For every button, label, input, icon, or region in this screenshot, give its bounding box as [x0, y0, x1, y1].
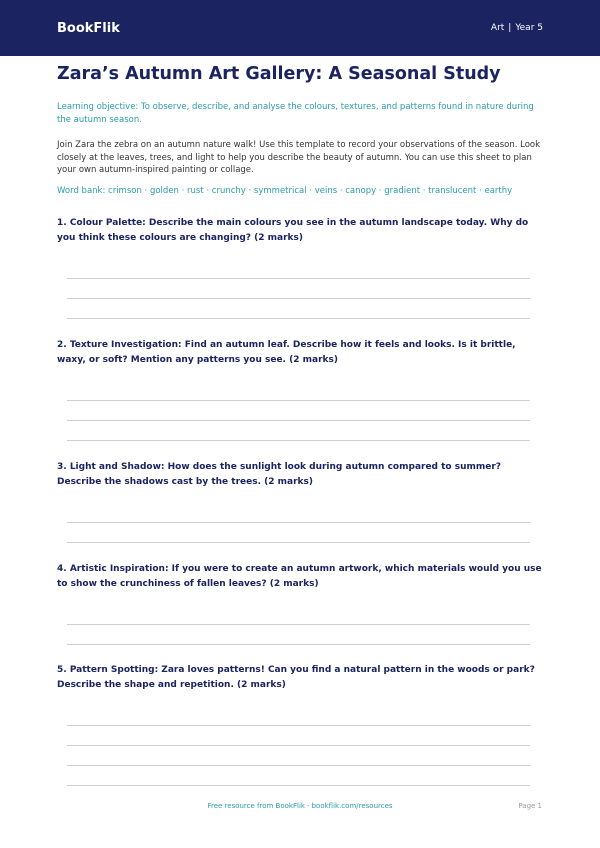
- subject-label: Art: [490, 23, 505, 33]
- brand-logo[interactable]: BookFlik: [57, 20, 120, 36]
- page-number: Page 1: [518, 802, 542, 810]
- page-footer: [0, 802, 600, 814]
- answer-line[interactable]: [67, 440, 530, 441]
- question-1: 1. Colour Palette: Describe the main colours you see in the autumn landscape today. Why do you think these colours are changing? (2 marks): [57, 218, 529, 243]
- year-label: Year 5: [515, 23, 543, 33]
- subject-year: [491, 23, 543, 33]
- answer-line[interactable]: [67, 400, 530, 401]
- answer-line[interactable]: [67, 765, 530, 766]
- footer-resource-link[interactable]: Free resource from BookFlik · bookflik.com/resources: [207, 802, 393, 810]
- answer-line[interactable]: [67, 278, 530, 279]
- answer-line[interactable]: [67, 745, 530, 746]
- answer-line[interactable]: [67, 298, 530, 299]
- word-bank: Word bank: crimson · golden · rust · crunchy · symmetrical · veins · canopy · gradient · translucent · earthy: [57, 186, 513, 196]
- separator: |: [508, 23, 512, 33]
- answer-line[interactable]: [67, 725, 530, 726]
- question-2: 2. Texture Investigation: Find an autumn leaf. Describe how it feels and looks. Is it brittle, waxy, or soft? Mention any patterns you see. (2 marks): [57, 340, 516, 365]
- page-title: Zara’s Autumn Art Gallery: A Seasonal Study: [57, 64, 501, 84]
- answer-line[interactable]: [67, 420, 530, 421]
- site-header: [0, 0, 600, 56]
- question-5: 5. Pattern Spotting: Zara loves patterns! Can you find a natural pattern in the woods or park? Describe the shape and repetition. (2 marks): [57, 665, 535, 690]
- learning-objective: Learning objective: To observe, describe, and analyse the colours, textures, and patterns found in nature during the autumn season.: [57, 102, 534, 125]
- intro-text: Join Zara the zebra on an autumn nature walk! Use this template to record your observations of the season. Look closely at the leaves, trees, and light to help you describe the beauty of autumn. You can use this sheet to plan your own autumn-inspired painting or collage.: [57, 140, 541, 175]
- answer-line[interactable]: [67, 624, 530, 625]
- answer-line[interactable]: [67, 542, 530, 543]
- answer-line[interactable]: [67, 644, 530, 645]
- answer-line[interactable]: [67, 522, 530, 523]
- question-3: 3. Light and Shadow: How does the sunlight look during autumn compared to summer? Describe the shadows cast by the trees. (2 marks): [57, 462, 502, 487]
- answer-line[interactable]: [67, 318, 530, 319]
- question-4: 4. Artistic Inspiration: If you were to create an autumn artwork, which materials would you use to show the crunchiness of fallen leaves? (2 marks): [57, 564, 542, 589]
- answer-line[interactable]: [67, 785, 530, 786]
